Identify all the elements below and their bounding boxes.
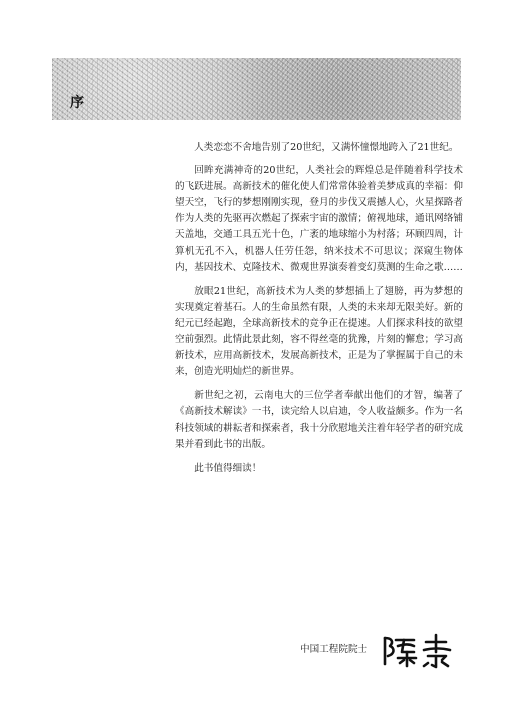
handwritten-signature [380,630,460,670]
preface-body [175,140,463,485]
paragraph: 人类恋恋不舍地告别了20世纪，又满怀憧憬地跨入了21世纪。 [194,142,459,153]
signature-block [300,630,470,670]
paragraph: 此书值得细读！ [194,462,262,474]
paragraph: 放眼21世纪，高新技术为人类的梦想插上了翅膀，再为梦想的实现奠定着基石。人的生命虽然有限，人类的未来却无限美好。新的纪元已经起跑，全球高新技术的竞争正在提速。人们探求科技的欲望空前强烈。此情此景此刻，容不得丝毫的犹豫，片刻的懈怠；学习高新技术，应用高新技术，发展高新技术，正是为了掌握属于自己的未来，创造光明灿烂的新世界。 [175,285,463,378]
paragraph: 回眸充满神奇的20世纪，人类社会的辉煌总是伴随着科学技术的飞跃进展。高新技术的催化使人们常常体验着美梦成真的幸福：仰望天空，飞行的梦想刚刚实现，登月的步伐又震撼人心，火星探路者作为人类的先驱再次燃起了探索宇宙的激情；俯视地球，通讯网络铺天盖地，交通工具五光十色，广袤的地球缩小为村落；环顾四周，计算机无孔不入，机器人任劳任怨，纳米技术不可思议；深窥生物体内，基因技术、克隆技术、微观世界演奏着变幻莫测的生命之歌…… [175,165,463,273]
preface-title: 序 [70,95,85,111]
paragraph: 新世纪之初，云南电大的三位学者奉献出他们的才智，编著了《高新技术解读》一书，读完给人以启迪，令人收益颇多。作为一名科技领域的耕耘者和探索者，我十分欣慰地关注着年轻学者的研究成果并看到此书的出版。 [175,390,463,450]
signature-label: 中国工程院院士 [300,644,368,655]
preface-banner [52,58,461,120]
